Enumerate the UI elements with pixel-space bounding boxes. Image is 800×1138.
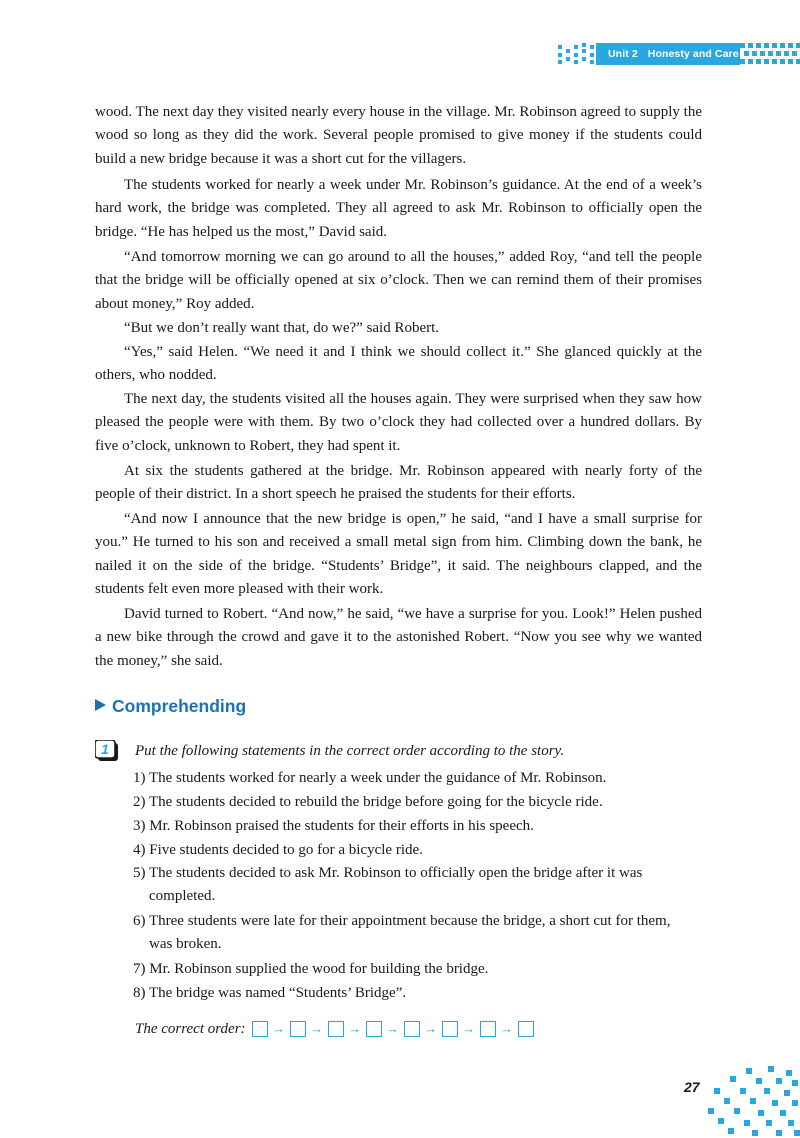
statement-text: 3) Mr. Robinson praised the students for their efforts in his speech. — [133, 818, 534, 834]
statement-item — [133, 767, 702, 790]
section-title: Comprehending — [112, 696, 247, 716]
answer-box[interactable] — [442, 1021, 458, 1037]
triangle-bullet-icon — [95, 699, 106, 711]
story-paragraph: “But we don’t really want that, do we?” said Robert. — [124, 320, 440, 336]
answer-box[interactable] — [480, 1021, 496, 1037]
story-paragraph: The next day, the students visited all the houses again. They were surprised when they saw how pleased the people were with them. By two o’clock they had collected over a hundred dollars. By five o’clock, unknown to Robert, they had spent it. — [95, 391, 702, 454]
story-paragraph: David turned to Robert. “And now,” he said, “we have a surprise for you. Look!” Helen pushed a new bike through the crowd and gave it to the astonished Robert. “Now you see why we wanted the money,” she said. — [95, 606, 702, 669]
statement-text: 5) The students decided to ask Mr. Robinson to officially open the bridge after it was — [133, 865, 643, 881]
statement-text: 1) The students worked for nearly a week under the guidance of Mr. Robinson. — [133, 770, 607, 786]
statement-item — [133, 839, 702, 862]
section-heading — [95, 696, 246, 717]
answer-row — [135, 1017, 534, 1041]
answer-box[interactable] — [404, 1021, 420, 1037]
arrow-right-icon: → — [386, 1021, 400, 1036]
statement-continuation: completed. — [149, 888, 216, 905]
answer-box[interactable] — [252, 1021, 268, 1037]
statement-item — [133, 862, 702, 909]
answer-box[interactable] — [290, 1021, 306, 1037]
answer-box[interactable] — [518, 1021, 534, 1037]
exercise-instruction: Put the following statements in the correct order according to the story. — [135, 743, 565, 759]
order-label: The correct order: — [135, 1020, 246, 1037]
statement-text: 7) Mr. Robinson supplied the wood for building the bridge. — [133, 961, 489, 977]
story-paragraph: wood. The next day they visited nearly every house in the village. Mr. Robinson agreed to supply the wood so long as they did the work. Several people promised to give money if the students could build a new bridge because it was a short cut for the villagers. — [95, 104, 702, 167]
story-paragraph: At six the students gathered at the bridge. Mr. Robinson appeared with nearly forty of the people of their district. In a short speech he praised the students for their efforts. — [95, 463, 702, 503]
statement-text: 4) Five students decided to go for a bicycle ride. — [133, 842, 423, 858]
header-title: Honesty and Care — [647, 48, 739, 60]
arrow-right-icon: → — [424, 1021, 438, 1036]
arrow-right-icon: → — [310, 1021, 324, 1036]
statement-item — [133, 958, 702, 981]
exercise-number-badge — [95, 740, 119, 762]
arrow-right-icon: → — [462, 1021, 476, 1036]
statement-item — [133, 910, 702, 957]
statement-text: 6) Three students were late for their appointment because the bridge, a short cut for them, — [133, 913, 671, 929]
answer-box[interactable] — [328, 1021, 344, 1037]
statement-item — [133, 982, 702, 1005]
story-paragraph: “Yes,” said Helen. “We need it and I think we should collect it.” She glanced quickly at the others, who nodded. — [95, 344, 702, 384]
statement-item — [133, 791, 702, 814]
arrow-right-icon: → — [500, 1021, 514, 1036]
exercise-number: 1 — [101, 741, 109, 757]
story-paragraph: The students worked for nearly a week under Mr. Robinson’s guidance. At the end of a week’s hard work, the bridge was completed. They all agreed to ask Mr. Robinson to officially open the bridge. “He has helped us the most,” David said. — [95, 177, 702, 240]
statement-item — [133, 815, 702, 838]
page-number: 27 — [684, 1079, 700, 1095]
header-unit: Unit 2 — [608, 48, 638, 60]
statement-continuation: was broken. — [149, 936, 222, 953]
answer-box[interactable] — [366, 1021, 382, 1037]
statement-text: 2) The students decided to rebuild the bridge before going for the bicycle ride. — [133, 794, 603, 810]
story-paragraph: “And now I announce that the new bridge is open,” he said, “and I have a small surprise for you.” He turned to his son and received a small metal sign from him. Climbing down the bank, he nailed it on the side of the bridge. “Students’ Bridge”, it said. The neighbours clapped, and the students felt even more pleased with their work. — [95, 511, 702, 597]
story-paragraph: “And tomorrow morning we can go around to all the houses,” added Roy, “and tell the people that the bridge will be officially opened at six o’clock. Then we can remind them of their promises about money,” Roy added. — [95, 249, 702, 312]
statement-text: 8) The bridge was named “Students’ Bridge”. — [133, 985, 407, 1001]
arrow-right-icon: → — [272, 1021, 286, 1036]
running-header — [608, 44, 739, 64]
arrow-right-icon: → — [348, 1021, 362, 1036]
